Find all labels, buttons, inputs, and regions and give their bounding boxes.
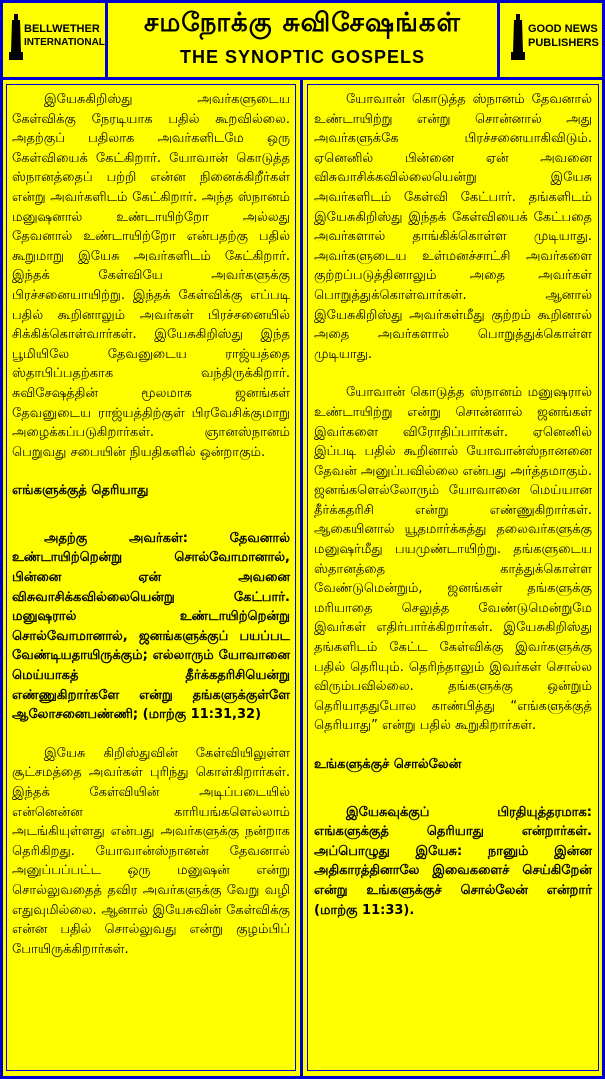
scripture-quote: அதற்கு அவர்கள்: தேவனால் உண்டாயிற்றென்று சொல்வோமானால், பின்னை ஏன் அவனை விசுவாசிக்கவில்லையென்று கேட்பார். மனுஷரால் உண்டாயிற்றென்று சொல்வோமானால், ஜனங்களுக்குப் பயப்பட வேண்டியதாயிருக்கும்; எல்லாரும் யோவானை மெய்யாகத் தீர்க்கதரிசியென்று எண்ணுகிறார்களே என்று தங்களுக்குள்ளே ஆலோசனைபண்ணி; (மாற்கு 11:31,32): [12, 530, 290, 723]
bellwether-logo: [0, 0, 108, 80]
tower-icon: [510, 12, 526, 62]
header: [0, 0, 605, 80]
page-title-english: THE SYNOPTIC GOSPELS: [179, 47, 426, 67]
paragraph: இயேசு கிறிஸ்துவின் கேள்வியிலுள்ள சூட்சமத்தை அவர்கள் புரிந்து கொள்கிறார்கள். இந்தக் கேள்வியின் அடிப்படையில் என்னென்ன காரியங்களெல்லாம் அடங்கியுள்ளது என்பது அவர்களுக்கு நன்றாக தெரிகிறது. யோவான்ஸ்நானன் தேவனால் அனுப்பப்பட்ட ஒரு மனுஷன் என்று சொல்லுவதைத் தவிர அவர்களுக்கு வேறு வழி எதுவுமில்லை. ஆனால் இயேசுவின் கேள்விக்கு என்ன பதில் சொல்லுவது என்று குழம்பிப் போயிருக்கிறார்கள்.: [12, 745, 290, 957]
good-news-logo: [500, 0, 605, 80]
good-news-logo-line1: GOOD NEWS: [528, 23, 598, 35]
column-divider: [300, 80, 303, 1079]
title-block: [108, 0, 500, 80]
left-column: [12, 90, 290, 978]
right-column: [314, 90, 592, 939]
scripture-quote: இயேசுவுக்குப் பிரதியுத்தரமாக: எங்களுக்குத் தெரியாது என்றார்கள். அப்பொழுது இயேசு: நானும் இன்ன அதிகாரத்தினாலே இவைகளைச் செய்கிறேன் என்று உங்களுக்குச் சொல்லேன் என்றார் (மாற்கு 11:33).: [314, 804, 592, 918]
paragraph: யோவான் கொடுத்த ஸ்நானம் தேவனால் உண்டாயிற்று என்று சொன்னால் அது அவர்களுக்கே பிரச்சனையாகிவிடும். ஏனெனில் பின்னை ஏன் அவனை விசுவாசிக்கவில்லையென்று இயேசு அவர்களிடம் கேள்வி கேட்பார். தங்களிடம் இயேசுகிறிஸ்து இந்தக் கேள்வியைக் கேட்பதை அவர்களால் தாங்கிக்கொள்ள முடியாது. அவர்களுடைய உள்மனச்சாட்சி அவர்களை குற்றப்படுத்தினாலும் அதை அவர்கள் பொறுத்துக்கொள்வார்கள். ஆனால் இயேசுகிறிஸ்து அவர்கள்மீது குற்றம் கூறினால் அதை அவர்களால் பொறுத்துக்கொள்ள முடியாது.: [314, 92, 592, 362]
section-heading: உங்களுக்குச் சொல்லேன்: [314, 757, 462, 772]
paragraph: இயேசுகிறிஸ்து அவர்களுடைய கேள்விக்கு நேரடியாக பதில் கூறவில்லை. அதற்குப் பதிலாக அவர்களிடமே ஒரு கேள்வியைக் கேட்கிறார். யோவான் கொடுத்த ஸ்நானத்தைப் பற்றி என்ன நினைக்கிறீர்கள் என்று அவர்களிடம் கேட்கிறார். அந்த ஸ்நானம் மனுஷனால் உண்டாயிற்றோ அல்லது தேவனால் உண்டாயிற்றோ என்பதற்கு பதில் கூறுமாறு இயேசு அவர்களிடம் கேட்கிறார். இந்தக் கேள்வியே அவர்களுக்கு பிரச்சனையாயிற்று. இந்தக் கேள்விக்கு எப்படி பதில் கூறினாலும் அவர்கள் பிரச்சனையில் சிக்கிக்கொள்வார்கள். இயேசுகிறிஸ்து இந்த பூமியிலே தேவனுடைய ராஜ்யத்தை ஸ்தாபிப்பதற்காக வந்திருக்கிறார். சுவிசேஷத்தின் மூலமாக ஜனங்கள் தேவனுடைய ராஜ்யத்திற்குள் பிரவேசிக்குமாறு அழைக்கப்படுகிறார்கள். ஞானஸ்நானம் பெறுவது சபையின் நியதிகளில் ஒன்றாகும்.: [12, 92, 290, 460]
bellwether-logo-line2: INTERNATIONAL: [24, 37, 105, 48]
page-title-tamil: சமநோக்கு சுவிசேஷங்கள்: [143, 8, 462, 38]
tower-icon: [8, 12, 24, 62]
section-heading: எங்களுக்குத் தெரியாது: [12, 483, 149, 499]
paragraph: யோவான் கொடுத்த ஸ்நானம் மனுஷரால் உண்டாயிற்று என்று சொன்னால் ஜனங்கள் இவர்களை விரோதிப்பார்கள். ஏனெனில் இப்படி பதில் கூறினால் யோவான்ஸ்நானனை தேவன் அனுப்பவில்லை என்பது அர்த்தமாகும். ஜனங்களெல்லோரும் யோவானை மெய்யான தீர்க்கதரிசி என்று எண்ணுகிறார்கள். ஆகையினால் யூதமார்க்கத்து தலைவர்களுக்கு மனுஷர்மீது பயமுண்டாயிற்று. தங்களுடைய ஸ்தானத்தை காத்துக்கொள்ள வேண்டுமென்றும், ஜனங்கள் தங்களுக்கு மரியாதை செலுத்த வேண்டுமென்றுமே இவர்கள் எதிர்பார்க்கிறார்கள். இயேசுகிறிஸ்து தங்களிடம் கேட்ட கேள்விக்கு இவர்களுக்கு பதில் தெரியும். தெரிந்தாலும் இவர்கள் சொல்ல விரும்பவில்லை. தங்களுக்கு ஒன்றும் தெரியாததுபோல காண்பித்து “எங்களுக்குத் தெரியாது” என்று பதில் கூறுகிறார்கள்.: [314, 385, 592, 734]
bellwether-logo-line1: BELLWETHER: [24, 23, 100, 35]
good-news-logo-line2: PUBLISHERS: [528, 37, 599, 49]
